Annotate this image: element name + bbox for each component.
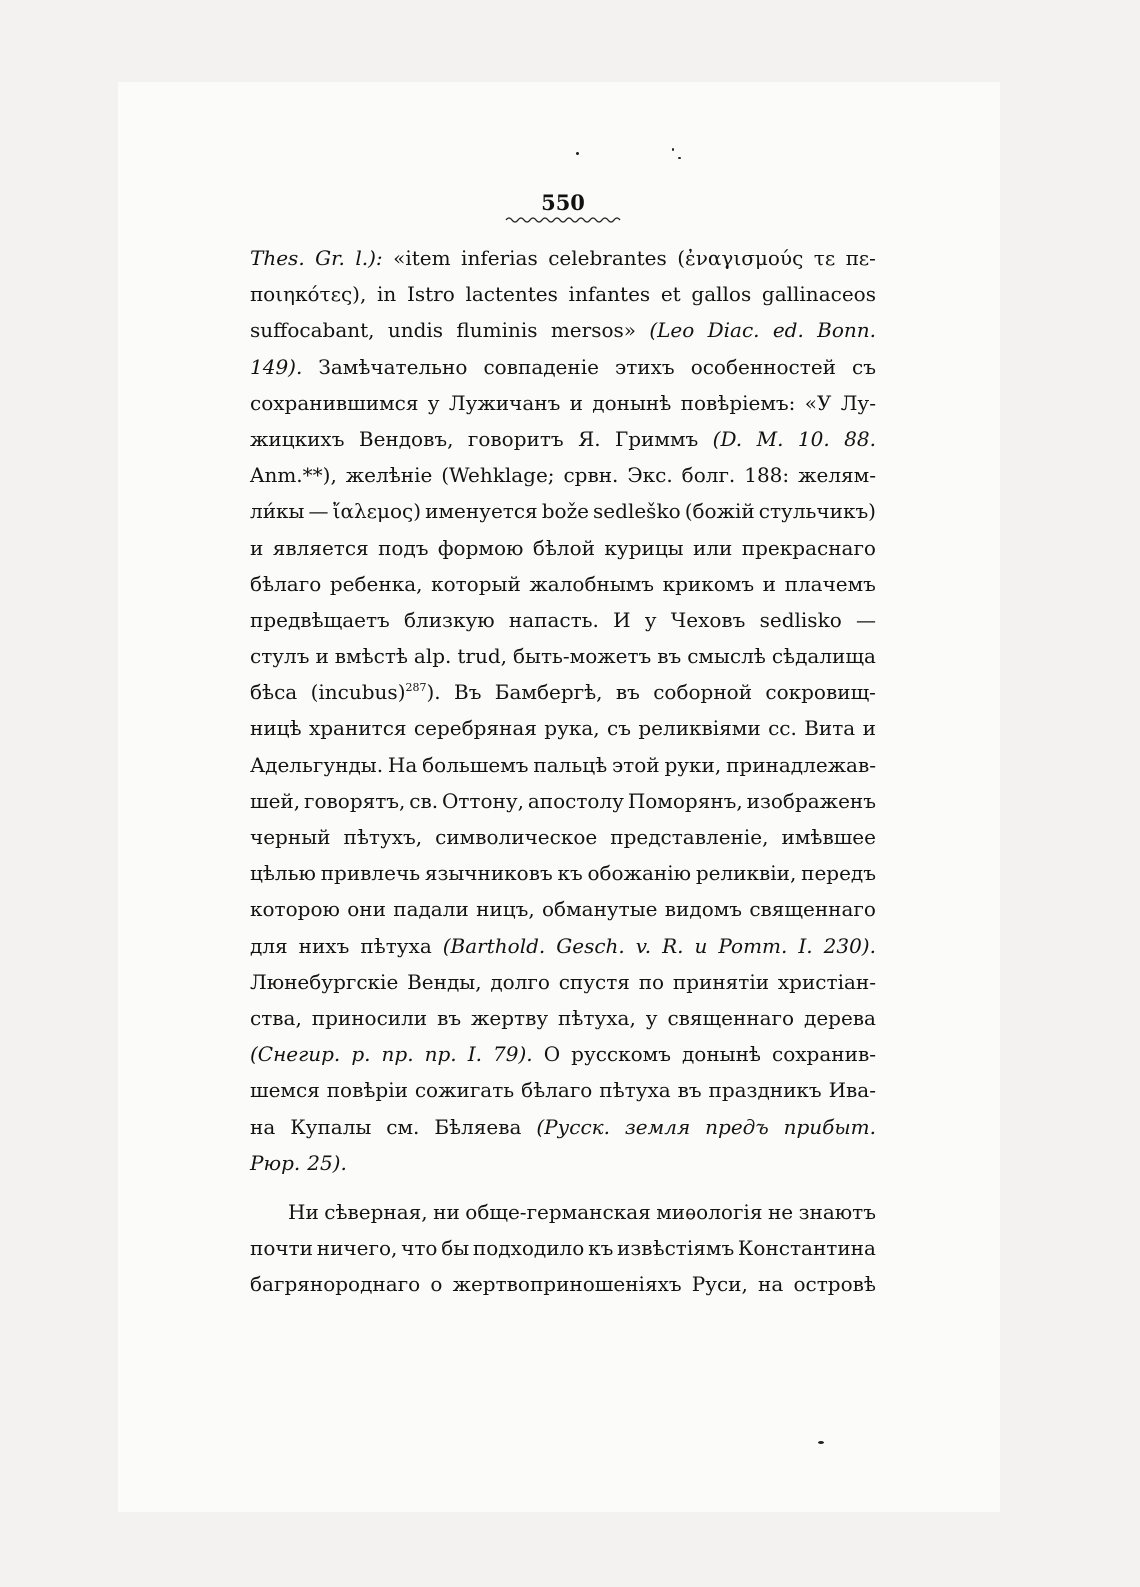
word: Рюр. xyxy=(250,1150,301,1175)
word: символическое xyxy=(435,825,598,849)
word: 88. xyxy=(844,426,876,451)
word: (ἐναγισμούς xyxy=(677,246,804,270)
word: (Снегир. xyxy=(250,1042,341,1067)
word: черный xyxy=(250,825,331,849)
word: реликвіи, xyxy=(695,861,797,886)
word: Istro xyxy=(406,282,455,307)
word: пальцѣ xyxy=(533,752,608,777)
word: Gr. xyxy=(315,246,345,270)
print-speck xyxy=(672,148,674,151)
word: Люнебургскіе xyxy=(250,969,399,994)
word: сѣдалища xyxy=(771,644,876,669)
word: русскомъ xyxy=(571,1042,671,1067)
body-text xyxy=(250,240,876,1302)
word: повѣріемъ: xyxy=(680,390,796,415)
word: которою xyxy=(250,897,340,922)
word: Экс. xyxy=(627,463,673,488)
word: для xyxy=(250,933,288,958)
text-line xyxy=(250,349,876,385)
word: Лужичанъ xyxy=(448,390,561,415)
word: celebrantes xyxy=(548,246,667,270)
word: къ xyxy=(588,1236,614,1261)
word: особенностей xyxy=(690,354,836,379)
word: на xyxy=(250,1114,276,1139)
text-line xyxy=(250,1230,876,1266)
word: апостолу xyxy=(527,788,624,813)
text-line xyxy=(250,928,876,964)
word: желям- xyxy=(798,463,876,488)
word: fluminis xyxy=(456,318,538,343)
word: «У xyxy=(804,390,832,415)
word: На xyxy=(387,752,418,777)
word: крикомъ xyxy=(662,571,755,596)
word: о xyxy=(430,1272,443,1297)
word: дерева xyxy=(804,1005,876,1030)
word: плачемъ xyxy=(784,571,876,596)
word: (incubus)$^{287}$). xyxy=(310,680,441,705)
word: обожанію xyxy=(587,861,692,886)
word: видомъ xyxy=(664,897,743,922)
word: что xyxy=(401,1236,438,1261)
word: говоритъ xyxy=(467,426,564,451)
word: ποιηκότες), xyxy=(250,282,367,307)
word: Лу- xyxy=(840,390,876,415)
word: повѣріи xyxy=(326,1078,408,1103)
word: островѣ xyxy=(793,1272,876,1297)
paragraph-gap xyxy=(250,1181,876,1194)
word: соборной xyxy=(653,680,753,705)
word: представленіе, xyxy=(610,825,769,849)
print-speck xyxy=(678,157,681,159)
word: св. xyxy=(409,788,439,813)
word: — xyxy=(855,607,876,632)
word: undis xyxy=(387,318,444,343)
word: съ xyxy=(607,716,631,741)
text-line xyxy=(250,964,876,1000)
word: принадлежав- xyxy=(726,752,876,777)
word: долго xyxy=(490,969,550,994)
word: Бѣляева xyxy=(434,1114,522,1139)
word: Въ xyxy=(454,680,482,705)
word: u xyxy=(694,933,708,958)
word: gallinaceos xyxy=(761,282,876,307)
word: сохранившимся xyxy=(250,390,419,415)
word: v. xyxy=(635,933,652,958)
word: изображенъ xyxy=(746,788,876,813)
page-header xyxy=(500,190,626,224)
word: τε xyxy=(813,246,836,270)
word: серебряная xyxy=(413,716,537,741)
word: бы xyxy=(441,1236,470,1261)
word: руки, xyxy=(664,752,722,777)
word: сожигать xyxy=(414,1078,515,1103)
word: приносили xyxy=(311,1005,428,1030)
word: Константина xyxy=(737,1236,876,1261)
word: подходило xyxy=(472,1236,585,1261)
word: 79). xyxy=(493,1042,533,1067)
word: Thes. xyxy=(250,246,305,270)
word: не xyxy=(767,1199,794,1224)
word: принятіи xyxy=(672,969,770,994)
word: I. xyxy=(798,933,813,958)
word: сѣверная, xyxy=(324,1199,428,1224)
text-line xyxy=(250,1036,876,1072)
word: цѣлью xyxy=(250,861,316,886)
word: 230). xyxy=(823,933,876,958)
word: Поморянъ, xyxy=(627,788,743,813)
word: bože xyxy=(541,499,589,524)
text-line xyxy=(250,566,876,602)
word: sedlisko xyxy=(759,607,842,632)
word: ни xyxy=(433,1199,460,1224)
word: бѣлаго xyxy=(521,1078,593,1103)
word: праздникъ xyxy=(708,1078,822,1103)
word: Замѣчательно xyxy=(318,354,468,379)
word: и xyxy=(862,716,876,741)
word: пѣтухъ, xyxy=(343,825,423,849)
word: подъ xyxy=(378,535,429,560)
word: и xyxy=(315,644,329,669)
word: извѣстіямъ xyxy=(617,1236,735,1261)
word: земля xyxy=(624,1114,691,1139)
word: ницъ, xyxy=(476,897,535,922)
word: ἴαλεμος) xyxy=(332,499,422,524)
word: Ива- xyxy=(828,1078,876,1103)
word: у xyxy=(645,1005,658,1030)
print-speck xyxy=(818,1441,824,1444)
word: шей, xyxy=(250,788,301,813)
word: священнаго xyxy=(667,1005,795,1030)
word: и xyxy=(762,571,777,596)
word: и xyxy=(250,535,264,560)
word: почти xyxy=(250,1236,313,1261)
text-line xyxy=(250,457,876,493)
word: именуется xyxy=(425,499,538,524)
word: въ xyxy=(677,1078,702,1103)
word: Diac. xyxy=(707,318,760,343)
word: Bonn. xyxy=(817,318,876,343)
word: О xyxy=(543,1042,561,1067)
word: стулъ xyxy=(250,644,310,669)
word: въ xyxy=(657,644,682,669)
word: Anm.**), xyxy=(250,463,337,488)
word: вмѣстѣ xyxy=(334,644,408,669)
word: Вита xyxy=(804,716,856,741)
word: сокровищ- xyxy=(765,680,876,705)
word: πε- xyxy=(845,246,876,270)
word: на xyxy=(758,1272,784,1297)
word: (божій xyxy=(684,499,755,524)
word: M. xyxy=(756,426,784,451)
word: mersos» xyxy=(550,318,636,343)
word: по xyxy=(638,969,665,994)
text-line xyxy=(250,493,876,529)
word: ли́кы xyxy=(250,499,305,524)
word: in xyxy=(377,282,397,307)
word: или xyxy=(693,535,733,560)
word: падали xyxy=(393,897,469,922)
word: пѣтуха, xyxy=(558,1005,636,1030)
word: они xyxy=(347,897,386,922)
text-line xyxy=(250,747,876,783)
word: который xyxy=(431,571,521,596)
word: предвѣщаетъ xyxy=(250,607,390,632)
word: бѣлаго xyxy=(250,571,322,596)
word: пѣтуха xyxy=(599,1078,671,1103)
word: у xyxy=(427,390,440,415)
word: sedleško xyxy=(593,499,681,524)
word: Я. xyxy=(578,426,601,451)
text-line xyxy=(250,674,876,710)
word: привлечь xyxy=(320,861,421,886)
text-line xyxy=(250,240,876,276)
word: рука, xyxy=(544,716,600,741)
text-line xyxy=(250,891,876,927)
word: и xyxy=(569,390,583,415)
word: пр. xyxy=(424,1042,457,1067)
text-line xyxy=(250,819,876,855)
word: быть-можетъ xyxy=(512,644,652,669)
word: шемся xyxy=(250,1078,320,1103)
word: прекраснаго xyxy=(741,535,876,560)
word: сс. xyxy=(768,716,797,741)
text-line xyxy=(250,855,876,891)
print-speck xyxy=(576,152,579,155)
text-line xyxy=(250,1145,876,1181)
word: ребенка, xyxy=(329,571,423,596)
word: suffocabant, xyxy=(250,318,375,343)
word: inferias xyxy=(461,246,538,270)
text-line xyxy=(250,783,876,819)
word: ницѣ xyxy=(250,716,302,741)
word: желѣніе xyxy=(345,463,433,488)
word: пр. xyxy=(381,1042,414,1067)
word: формою xyxy=(437,535,524,560)
word: et xyxy=(660,282,681,307)
word: смыслѣ xyxy=(687,644,766,669)
word: 149). xyxy=(250,354,303,379)
word: alp. xyxy=(413,644,452,669)
word: багрянороднаго xyxy=(250,1272,421,1297)
word: ства, xyxy=(250,1005,302,1030)
word: реликвіями xyxy=(638,716,761,741)
word: донынѣ xyxy=(592,390,672,415)
word: жицкихъ xyxy=(250,426,345,451)
word: въ xyxy=(615,680,640,705)
word: р. xyxy=(351,1042,371,1067)
word: этой xyxy=(611,752,660,777)
word: Оттону, xyxy=(441,788,524,813)
text-line xyxy=(250,421,876,457)
word: язычниковъ xyxy=(424,861,553,886)
word: «item xyxy=(393,246,451,270)
word: Купалы xyxy=(290,1114,372,1139)
text-line xyxy=(250,602,876,638)
word: прибыт. xyxy=(783,1114,876,1139)
word: Венды, xyxy=(407,969,482,994)
word: infantes xyxy=(568,282,651,307)
word: сохранив- xyxy=(772,1042,876,1067)
word: передъ xyxy=(801,861,876,886)
word: Гриммъ xyxy=(615,426,699,451)
ornamental-rule xyxy=(505,216,621,224)
word: напасть. xyxy=(508,607,599,632)
word: къ xyxy=(557,861,583,886)
word: 10. xyxy=(797,426,830,451)
word: Pomm. xyxy=(718,933,788,958)
word: Вендовъ, xyxy=(358,426,454,451)
word: бѣса xyxy=(250,680,298,705)
word: жалобнымъ xyxy=(529,571,655,596)
word: l.): xyxy=(355,246,383,270)
word: Адельгунды. xyxy=(250,752,384,777)
word: Gesch. xyxy=(556,933,625,958)
text-line xyxy=(250,1000,876,1036)
word: И xyxy=(613,607,631,632)
text-line xyxy=(250,312,876,348)
word: является xyxy=(272,535,369,560)
word: курицы xyxy=(604,535,684,560)
word: говорятъ, xyxy=(304,788,406,813)
word: спустя xyxy=(558,969,630,994)
word: обще-германская xyxy=(465,1199,651,1224)
word: въ xyxy=(437,1005,462,1030)
word: см. xyxy=(386,1114,420,1139)
word: срвн. xyxy=(563,463,619,488)
word: (D. xyxy=(712,426,743,451)
word: trud, xyxy=(457,644,508,669)
word: нихъ xyxy=(298,933,350,958)
text-line xyxy=(250,385,876,421)
text-line xyxy=(250,1194,876,1230)
word: у xyxy=(644,607,657,632)
word: большемъ xyxy=(422,752,529,777)
word: стульчикъ) xyxy=(758,499,876,524)
page-number: 550 xyxy=(541,190,585,215)
word: болг. xyxy=(681,463,736,488)
word: I. xyxy=(467,1042,482,1067)
word: Чеховъ xyxy=(670,607,746,632)
word: 188: xyxy=(744,463,790,488)
text-line xyxy=(250,1072,876,1108)
word: ничего, xyxy=(316,1236,398,1261)
text-line xyxy=(250,276,876,312)
word: gallos xyxy=(691,282,752,307)
word: имѣвшее xyxy=(781,825,876,849)
text-line xyxy=(250,710,876,746)
word: Руси, xyxy=(691,1272,748,1297)
word: жертвоприношеніяхъ xyxy=(452,1272,682,1297)
word: знаютъ xyxy=(798,1199,876,1224)
word: миѳологія xyxy=(656,1199,763,1224)
word: (Leo xyxy=(649,318,695,343)
word: донынѣ xyxy=(681,1042,761,1067)
word: R. xyxy=(662,933,684,958)
word: хранится xyxy=(308,716,407,741)
word: Бамбергѣ, xyxy=(494,680,603,705)
word: обманутые xyxy=(542,897,658,922)
text-line xyxy=(250,530,876,566)
word: (Barthold. xyxy=(442,933,546,958)
word: Ни xyxy=(288,1199,319,1224)
word: близкую xyxy=(403,607,495,632)
word: пѣтуха xyxy=(360,933,432,958)
word: (Wehklage; xyxy=(441,463,555,488)
word: бѣлой xyxy=(532,535,596,560)
word: (Русск. xyxy=(536,1114,610,1139)
word: священнаго xyxy=(749,897,876,922)
word: совпаденіе xyxy=(483,354,599,379)
word: — xyxy=(308,499,329,524)
text-line xyxy=(250,1109,876,1145)
word: этихъ xyxy=(615,354,675,379)
word: христіан- xyxy=(777,969,876,994)
word: ed. xyxy=(772,318,804,343)
word: 25). xyxy=(307,1150,347,1175)
text-line xyxy=(250,1266,876,1302)
word: lactentes xyxy=(465,282,558,307)
word: съ xyxy=(852,354,876,379)
word: предъ xyxy=(705,1114,769,1139)
text-line xyxy=(250,638,876,674)
word: жертву xyxy=(470,1005,549,1030)
